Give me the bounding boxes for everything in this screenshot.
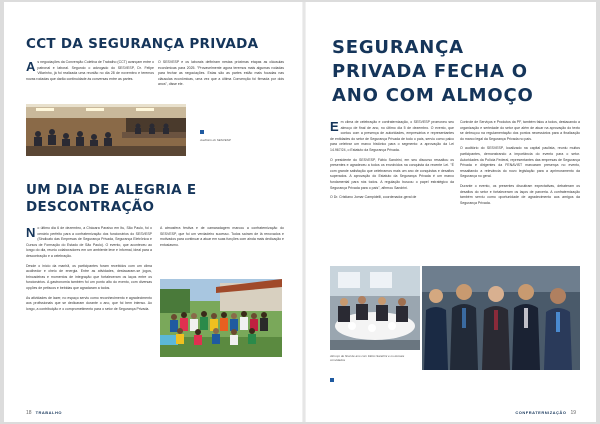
- left-folio: [26, 410, 66, 416]
- lunch-col1-p1: Em clima de celebração e confraternização, o SESVESP promoveu seu almoço de final de ano, no último dia 5 de dezembro. O evento, que contou com a presença de autoridades, empresários e representantes de entidades do setor de Segurança Privada de todo o país, serviu como palco para celebrar um marco histórico para o segmento: a aprovação da Lei 14.967/24, o Estatuto da Segurança Privada.: [330, 119, 454, 152]
- lunch-col2: [460, 120, 580, 210]
- party-title: UM DIA DE ALEGRIA E DESCONTRAÇÃO: [26, 182, 197, 215]
- right-section-label: CONFRATERNIZAÇÃO: [515, 410, 567, 415]
- left-page-number: 18: [26, 410, 32, 416]
- lunch-title: SEGURANÇA PRIVADA FECHA O ANO COM ALMOÇO: [332, 37, 534, 106]
- lunch-col1-p3: O Dr. Cristiano Jomar Campidelli, coordenador-geral de: [330, 195, 417, 200]
- lunch-photo-group: [422, 266, 580, 370]
- left-section-label: TRABALHO: [35, 410, 63, 415]
- party-col2-text: A atmosfera festiva e de camaradagem marcou a confraternização do SESVESP, que foi um verdadeiro sucesso. Todos saíram de lá renovados e motivados para continuar a atuar em suas funções com ainda mais dedicação e entusiasmo.: [160, 226, 284, 247]
- party-col1-p2: Desde o início da manhã, os participantes foram recebidos com um clima acolhedor e cheio de energia. Entre as atividades, destacaram-se jogos, brincadeiras e momentos de integração que fortaleceram os laços entre os funcionários. A gastronomia também foi um ponto alto do evento, com diversas opções de petiscos e bebidas que agradaram a todos.: [26, 263, 152, 290]
- group-illustration: [160, 279, 282, 357]
- auditorium-illustration: [26, 104, 186, 156]
- cct-title: CCT DA SEGURANÇA PRIVADA: [26, 36, 259, 52]
- party-col2: [160, 226, 284, 252]
- cct-col2: [158, 60, 284, 92]
- caption-marker-right: [330, 378, 334, 382]
- caption-marker: [200, 130, 204, 134]
- auditorium-caption: Auditório do SESVESP: [200, 138, 231, 142]
- right-page: [304, 2, 596, 422]
- party-col1: [26, 226, 152, 316]
- right-page-number: 19: [570, 410, 576, 416]
- cct-col1-text: As negociações da Convenção Coletiva de Trabalho (CCT) avançam entre o patronal e laboral. Segundo o advogado do SESVESP, Dr. Felipe Villarinho, já foi realizada uma reunião no dia 28 de novembro e teremos novas rodadas que darão continuidade às conversas entre as partes.: [26, 59, 154, 81]
- right-folio: [511, 410, 576, 416]
- lunch-col2-p3: Durante o evento, os presentes discutiram expectativas, debateram os desafios do setor e fortaleceram os laços de parceria. A confraternização também serviu como oportunidade de agradecimento aos amigos da Segurança Privada.: [460, 183, 580, 205]
- lunch-col2-p1: Controle de Serviços e Produtos da PF, também falou a todos, destacando a organização e seriedade do setor que além de atuar na aprovação do texto se debruçou na regulamentação dos pontos necessários para a finalização do marco legal da Segurança Privada no país.: [460, 120, 580, 141]
- lunch-col1-p2: O presidente do SESVESP, Fábio Sandrini, em seu discurso ressaltou os presentes e agradeceu a todos os envolvidos na conquista da recente Lei. "É com grande satisfação que celebramos mais um ano de conquistas e desafios superados. A aprovação do Estatuto da Segurança Privada é um marco fundamental para nós todos. A regulação buscou o papel estratégico da Segurança Privada para o país", afirmou Sandrini.: [330, 157, 454, 190]
- magazine-spread: [4, 2, 596, 422]
- party-col1-p3: As atividades de lazer, no espaço serviu como reconhecimento e agradecimento aos profissionais que se dedicaram durante o ano, que foi bem intenso. Ao longo, a contribuição e o comprometimento para o setor de Segurança Privada.: [26, 295, 152, 311]
- left-page: [4, 2, 304, 422]
- cct-col2-text: O SESVESP e os laborais definiram nestas próximas etapas as cláusulas econômicas para 2025. "Provavelmente agora teremos mais algumas rodadas para fechar as negociações. Estas são as partes estão mais focadas nas cláusulas econômicas, uma vez que a última Convenção foi firmada por dois anos", disse ele.: [158, 60, 284, 87]
- group-photo: [160, 279, 282, 357]
- lunch-table-illustration: [330, 266, 420, 350]
- auditorium-photo: [26, 104, 186, 156]
- lunch-caption: Almoço de final de ano com Fábio Sandrini e os demais convidados: [330, 354, 405, 362]
- group-men-illustration: [422, 266, 580, 370]
- cct-col1: [26, 60, 154, 86]
- party-col1-p1: No último dia 6 de dezembro, a Chácara Paraíso em Itu, São Paulo, foi o cenário perfeito para a confraternização dos funcionários do SESVESP (Sindicato das Empresas de Segurança Privada, Segurança Eletrônica e Cursos de Formação do Estado de São Paulo). O evento, que aconteceu ao longo do dia, reuniu colaboradores em um ambiente leve e informal, ideal para a descontração e a celebração.: [26, 225, 152, 258]
- lunch-col1: [330, 120, 454, 205]
- lunch-col2-p2: O auditório do SESVESP, localizado na capital paulista, reuniu muitos participantes, demonstrando a importância do evento para o setor. Autoridades da Polícia Federal, representantes das empresas de Segurança Privada e dirigentes da FENAVIST marcaram presença no evento, ressaltando a relevância do novo legislação para a aprimoramento da Segurança no geral.: [460, 146, 580, 179]
- lunch-photo-table: [330, 266, 420, 350]
